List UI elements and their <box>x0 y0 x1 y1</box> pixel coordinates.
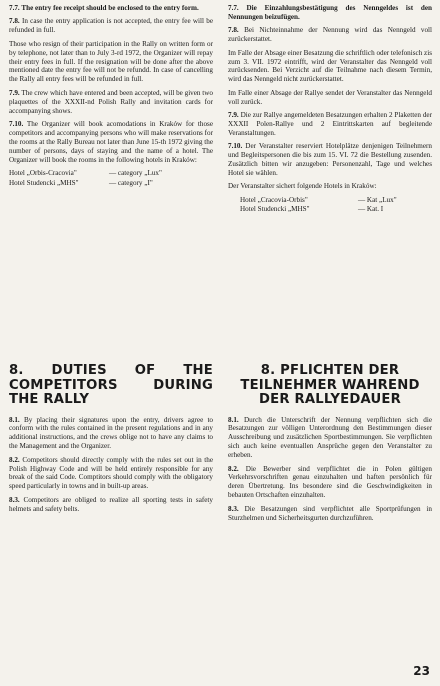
para-text: Durch die Unterschrift der Nennung verpflichten sich die Besatzungen zur völligen Unterordnung den Bestimmungen dieser Ausschreibung und zusätzlichen Sportbestimmungen. Sie verpflichten sich auch keine eventuallen Ansprüche gegen den Veranstalter zu erheben. <box>228 415 432 460</box>
para-8-1-de <box>228 416 432 461</box>
para-8-2-de <box>228 465 432 501</box>
para-number: 7.8. <box>9 17 20 26</box>
para-8-2-en <box>9 456 213 492</box>
hotel-category: — category „I" <box>109 178 153 187</box>
para-7-7-en: 7.7. The entry fee receipt should be enclosed to the entry form. <box>9 4 199 12</box>
para-7-9-en <box>9 89 213 116</box>
hotel-category: — Kat „Lux" <box>358 195 397 204</box>
section-heading-en: 8. DUTIES OF THE COMPETITORS DURING THE RALLY <box>9 363 213 407</box>
hotel-list-de <box>228 196 432 215</box>
para-text: Die Bewerber sind verpflichtet die in Polen gültigen Verkehrsvorschriften genau einzuhalten und haften persönlich für deren Übertretung. Ins besondere sind die Geschwindigkeiten in bebauten Ortschaften einzuhalten. <box>228 464 432 500</box>
para-number: 8.2. <box>9 455 20 464</box>
hotel-name: Hotel „Orbis-Cracovia" <box>9 169 77 177</box>
para-number: 8.1. <box>9 415 20 424</box>
section-heading-de: 8. PFLICHTEN DER TEILNEHMER WAHREND DER RALLYEDAUER <box>240 363 420 407</box>
english-section-8 <box>9 364 213 518</box>
para-7-8-en <box>9 17 213 35</box>
para-text: Competitors should directly comply with the rules set out in the Polish Highway Code and will be held entirely responsible for any break of the said Code. Comptitors should comply with the obligatory speed particularly in towns and in built-up areas. <box>9 455 214 491</box>
para-8-1-en <box>9 416 213 452</box>
para-7-9-de <box>228 111 432 138</box>
english-section-7 <box>9 4 213 188</box>
para-7-10-hotels-de: Der Veranstalter sichert folgende Hotels in Kraków: <box>228 182 377 191</box>
para-number: 7.8. <box>228 26 239 35</box>
para-7-8-resignation-en: Those who resign of their participation in the Rally on written form or by telephone, not later than to July 3-rd 1972, the Organizer will repay their entry fees in full. If the resignation will be done after the above mentioned date the entry fee will not be refundd. In case of cancelling the Rally all entry fees will be refunded in full. <box>9 39 213 84</box>
para-text: Die zur Rallye angemeldeten Besatzungen erhalten 2 Plaketten der XXXII Polen-Rallye und 2 Eintrittskarten auf begleitende Veranstaltungen. <box>228 111 432 137</box>
para-7-8-de <box>228 26 432 44</box>
para-8-3-en <box>9 496 213 514</box>
hotel-list-en <box>9 169 213 188</box>
para-7-7-de: 7.7. Die Einzahlungsbestätigung des Nenngeldes ist den Nennungen beizufügen. <box>228 4 432 21</box>
para-number: 7.10. <box>9 119 24 128</box>
para-text: Bei Nichteinnahme der Nennung wird das Nenngeld voll zurückerstattet. <box>228 26 432 44</box>
para-7-10-en <box>9 120 213 165</box>
para-7-8-absage-de: Im Falle der Absage einer Besatzung die schriftlich oder telefonisch zis zum 3. VII. 1972 eintrifft, wird der Veranstalter das Nenngeld voll zurücksenden. Bei Verzicht auf die Teilnahme nach diesem Termin, wird das Nenngeld nicht zurückerstattet. <box>228 48 432 84</box>
para-number: 7.9. <box>228 111 239 120</box>
hotel-name: Hotel Studencki „MHS" <box>240 205 310 214</box>
para-number: 7.10. <box>228 142 243 151</box>
german-section-8 <box>228 364 432 527</box>
para-number: 8.2. <box>228 464 239 473</box>
para-number: 7.9. <box>9 88 20 97</box>
para-text: The Organizer will book acomodations in Kraków for those competitors and accompanying persons who will make reservations for the rooms at the Rally Bureau not later than June 15-th 1972 giving the number of persons, days of staying and the name of a hotel. The Organizer will book the rooms in the following hotels in Kraków: <box>9 119 213 164</box>
para-8-3-de <box>228 505 432 523</box>
hotel-item <box>9 179 213 189</box>
para-number: 8.3. <box>228 504 239 513</box>
hotel-category: — Kat. I <box>358 205 384 214</box>
page-number: 23 <box>413 664 430 678</box>
hotel-name: Hotel „Cracovia-Orbis" <box>240 195 308 204</box>
para-7-8-rallye-absage-de: Im Falle einer Absage der Rallye sendet der Veranstalter das Nenngeld voll zurück. <box>228 88 432 106</box>
hotel-category: — category „Lux" <box>109 169 162 177</box>
para-text: Competitors are obliged to realize all sporting tests in safety helmets and safety belts. <box>9 495 213 513</box>
hotel-name: Hotel Studencki „MHS" <box>9 178 79 187</box>
para-text: In case the entry application is not accepted, the entry fee will be refunded in full. <box>9 17 213 35</box>
hotel-item <box>228 205 432 215</box>
para-number: 8.3. <box>9 495 20 504</box>
para-text: The crew which have entered and been accepted, will be given two plaquettes of the XXXII-nd Polish Rally and invitation cards for accompanying shows. <box>9 88 213 115</box>
para-text: By placing their signatures upon the entry, drivers agree to conform with the rules contained in the present regulations and in any additional instructions, and the crews oblige not to have any claims to the Management and the Organizer. <box>9 415 213 451</box>
para-7-10-de <box>228 142 432 178</box>
german-section-7 <box>228 4 432 215</box>
para-number: 8.1. <box>228 415 239 424</box>
para-text: Die Besatzungen sind verpflichtet alle Sportprüfungen in Sturzhelmen und Sicherheitsgurten durchzuführen. <box>228 504 432 522</box>
para-text: Der Veranstalter reserviert Hotelplätze denjenigen Teilnehmern und Begleitspersonen die bis zum 15. VI. 72 die Bestellung zusenden. Zusätzlich bitten wir anzugeben: Personenzahl, Tage und welches Hotel sie wählen. <box>228 142 432 177</box>
hotel-item <box>9 169 213 179</box>
hotel-item <box>228 196 432 206</box>
